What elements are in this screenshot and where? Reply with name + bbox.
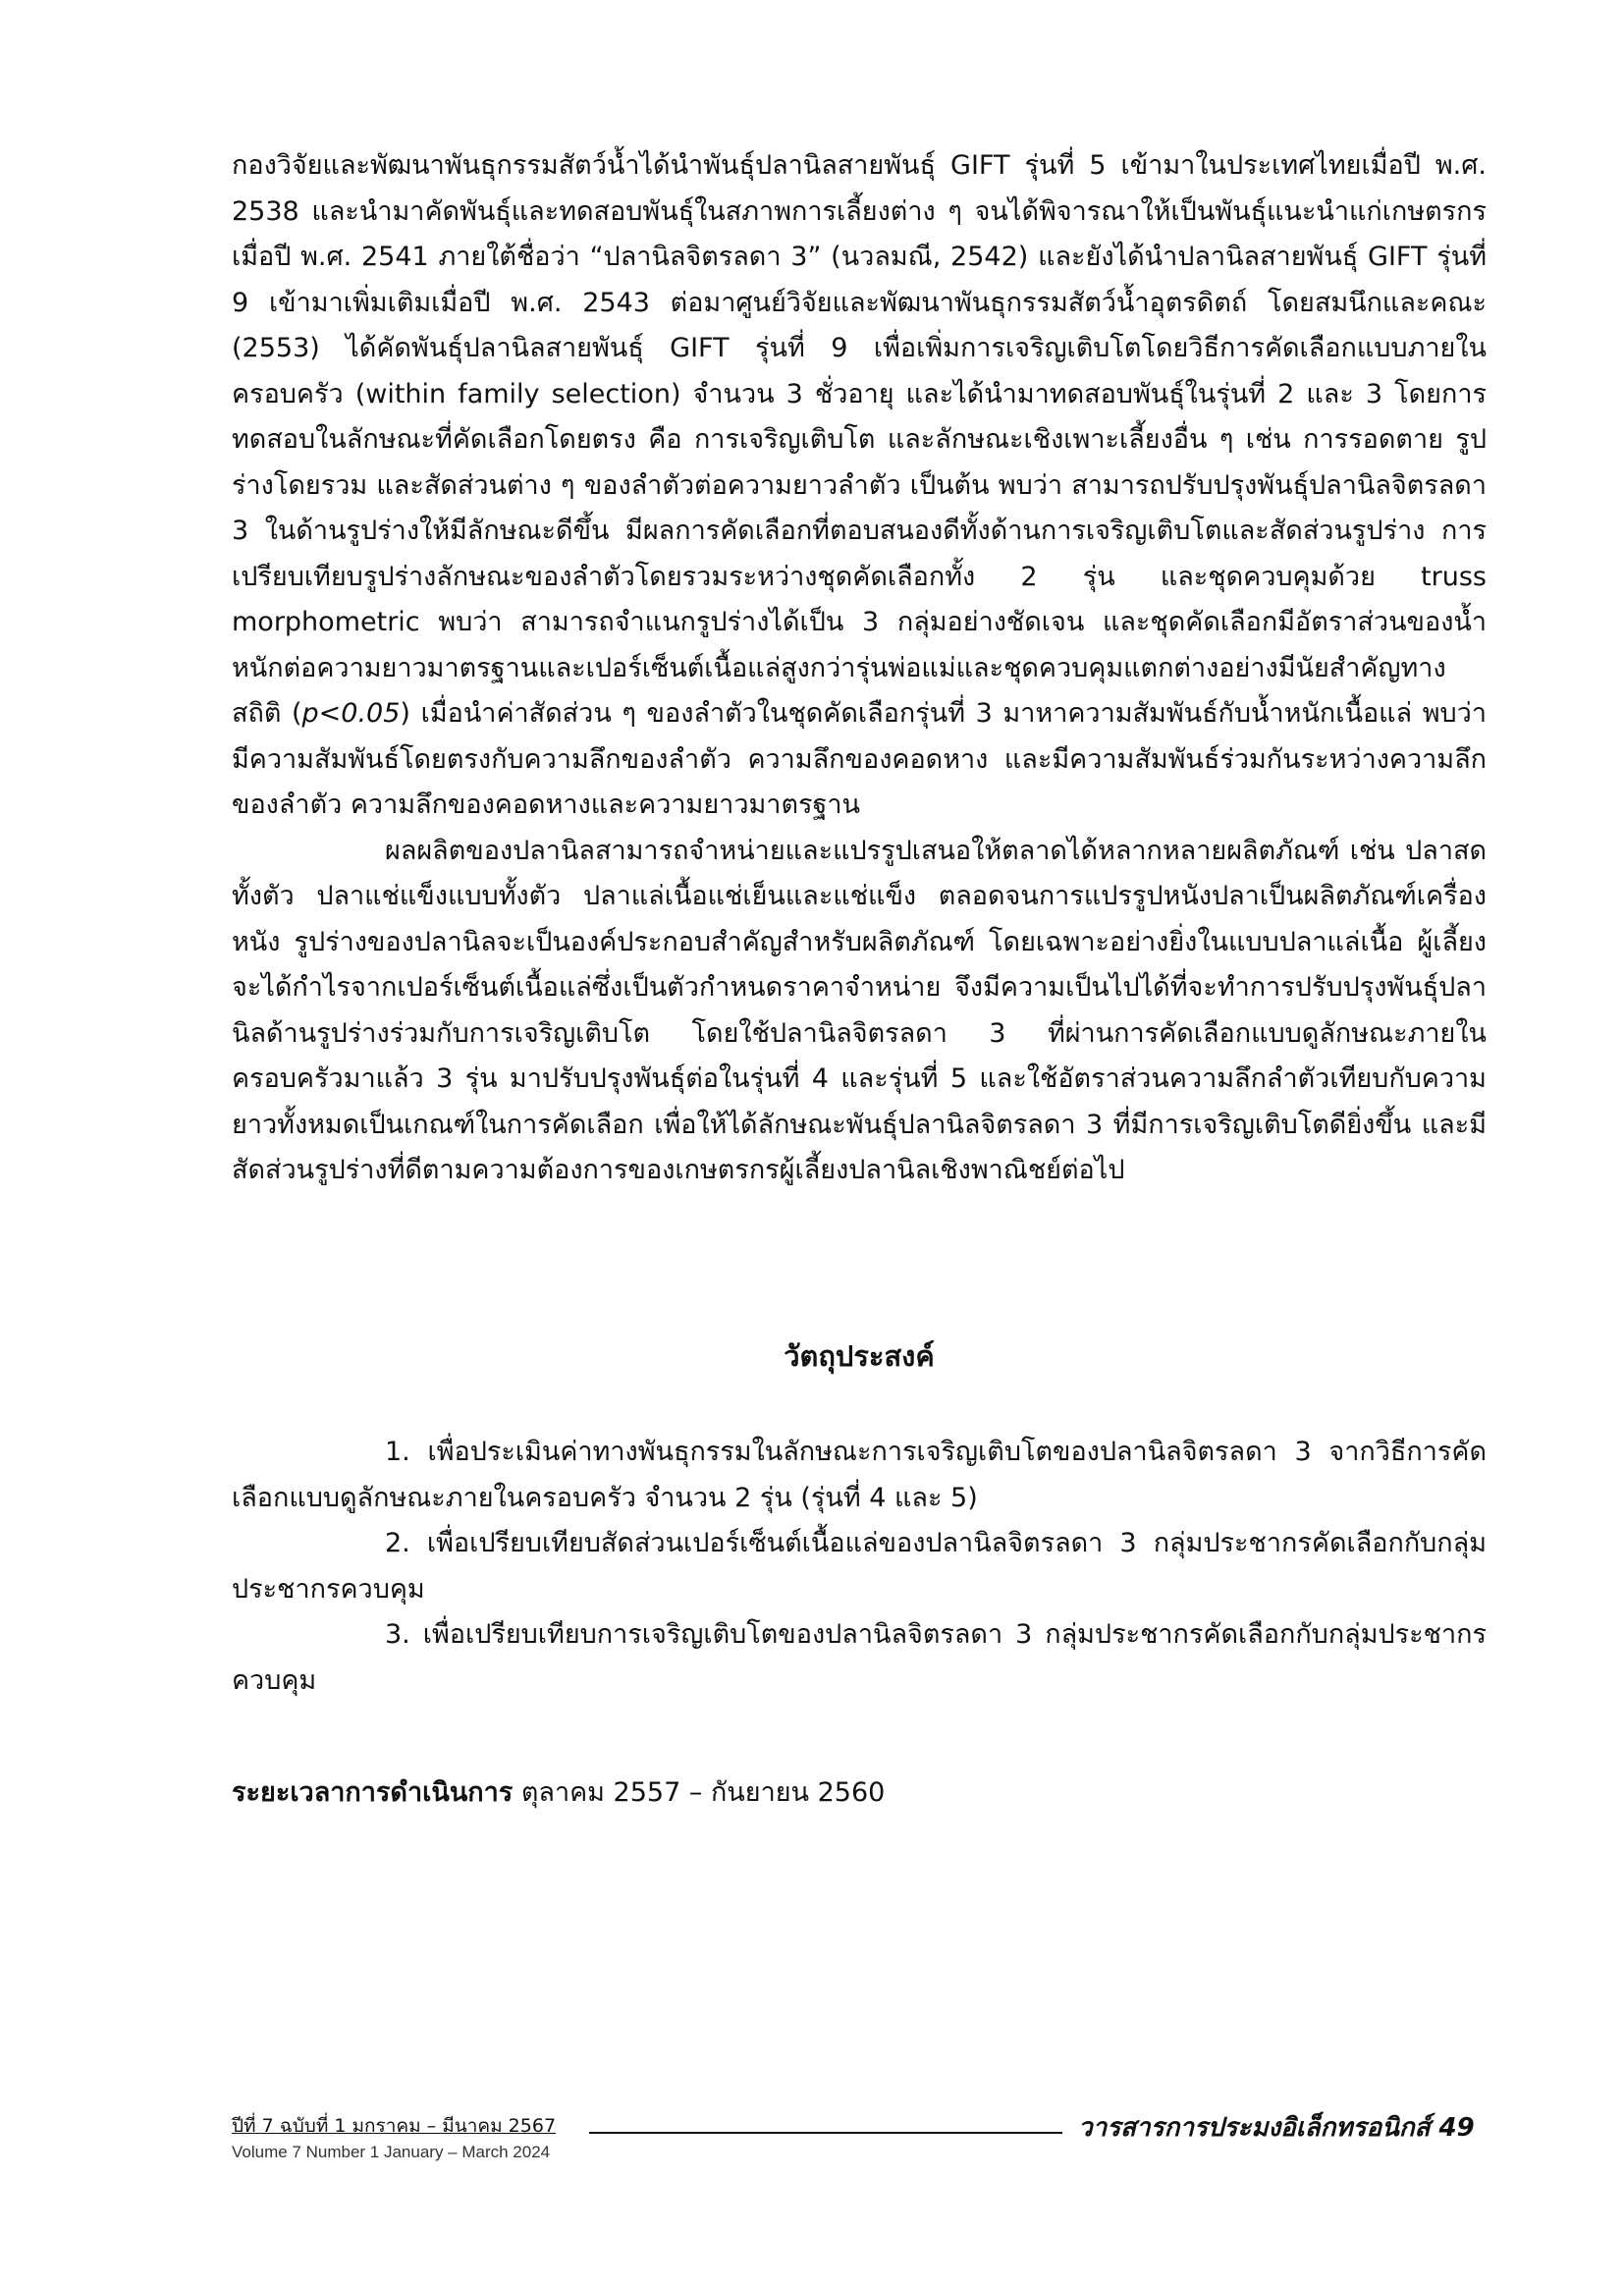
footer-issue-thai: ปีที่ 7 ฉบับที่ 1 มกราคม – มีนาคม 2567 <box>232 2115 557 2137</box>
duration-value: ตุลาคม 2557 – กันยายน 2560 <box>513 1777 886 1808</box>
objectives-list <box>232 1430 1487 1704</box>
paragraph-text: กองวิจัยและพัฒนาพันธุกรรมสัตว์น้ำได้นำพันธุ์ปลานิลสายพันธุ์ GIFT รุ่นที่ 5 เข้ามาในประเทศไทยเมื่อปี พ.ศ. 2538 และนำมาคัดพันธุ์และทดสอบพันธุ์ในสภาพการเลี้ยงต่าง ๆ จนได้พิจารณาให้เป็นพันธุ์แนะนำแก่เกษตรกรเมื่อปี พ.ศ. 2541 ภายใต้ชื่อว่า “ปลานิลจิตรลดา 3” (นวลมณี, 2542) และยังได้นำปลานิลสายพันธุ์ GIFT รุ่นที่ 9 เข้ามาเพิ่มเติมเมื่อปี พ.ศ. 2543 ต่อมาศูนย์วิจัยและพัฒนาพันธุกรรมสัตว์น้ำอุตรดิตถ์ โดยสมนึกและคณะ (2553) ได้คัดพันธุ์ปลานิลสายพันธุ์ GIFT รุ่นที่ 9 เพื่อเพิ่มการเจริญเติบโตโดยวิธีการคัดเลือกแบบภายในครอบครัว (within family selection) จำนวน 3 ชั่วอายุ และได้นำมาทดสอบพันธุ์ในรุ่นที่ 2 และ 3 โดยการทดสอบในลักษณะที่คัดเลือกโดยตรง คือ การเจริญเติบโต และลักษณะเชิงเพาะเลี้ยงอื่น ๆ เช่น การรอดตาย รูปร่างโดยรวม และสัดส่วนต่าง ๆ ของลำตัวต่อความยาวลำตัว เป็นต้น พบว่า สามารถปรับปรุงพันธุ์ปลานิลจิตรลดา 3 ในด้านรูปร่างให้มีลักษณะดีขึ้น มีผลการคัดเลือกที่ตอบสนองดีทั้งด้านการเจริญเติบโตและสัดส่วนรูปร่าง การเปรียบเทียบรูปร่างลักษณะของลำตัวโดยรวมระหว่างชุดคัดเลือกทั้ง 2 รุ่น และชุดควบคุมด้วย truss morphometric พบว่า สามารถจำแนกรูปร่างได้เป็น 3 กลุ่มอย่างชัดเจน และชุดคัดเลือกมีอัตราส่วนของน้ำหนักต่อความยาวมาตรฐานและเปอร์เซ็นต์เนื้อแล่สูงกว่ารุ่นพ่อแม่และชุดควบคุมแตกต่างอย่างมีนัยสำคัญทางสถิติ ( <box>232 150 1487 729</box>
duration-line <box>232 1770 885 1813</box>
paragraph-text: ) เมื่อนำค่าสัดส่วน ๆ ของลำตัวในชุดคัดเลือกรุ่นที่ 3 มาหาความสัมพันธ์กับน้ำหนักเนื้อแล่ พบว่า มีความสัมพันธ์โดยตรงกับความลึกของลำตัว ความลึกของคอดหาง และมีความสัมพันธ์ร่วมกันระหว่างความลึกของลำตัว ความลึกของคอดหางและความยาวมาตรฐาน <box>232 698 1487 820</box>
paragraph-background <box>232 143 1487 829</box>
body-text <box>232 143 1487 1194</box>
footer-journal-page: วารสารการประมงอิเล็กทรอนิกส์ 49 <box>1078 2113 1475 2143</box>
objective-item: 1. เพื่อประเมินค่าทางพันธุกรรมในลักษณะการเจริญเติบโตของปลานิลจิตรลดา 3 จากวิธีการคัดเลือกแบบดูลักษณะภายในครอบครัว จำนวน 2 รุ่น (รุ่นที่ 4 และ 5) <box>232 1437 1487 1513</box>
paragraph-products: ผลผลิตของปลานิลสามารถจำหน่ายและแปรรูปเสนอให้ตลาดได้หลากหลายผลิตภัณฑ์ เช่น ปลาสดทั้งตัว ปลาแช่แข็งแบบทั้งตัว ปลาแล่เนื้อแช่เย็นและแช่แข็ง ตลอดจนการแปรรูปหนังปลาเป็นผลิตภัณฑ์เครื่องหนัง รูปร่างของปลานิลจะเป็นองค์ประกอบสำคัญสำหรับผลิตภัณฑ์ โดยเฉพาะอย่างยิ่งในแบบปลาแล่เนื้อ ผู้เลี้ยงจะได้กำไรจากเปอร์เซ็นต์เนื้อแล่ซึ่งเป็นตัวกำหนดราคาจำหน่าย จึงมีความเป็นไปได้ที่จะทำการปรับปรุงพันธุ์ปลานิลด้านรูปร่างร่วมกับการเจริญเติบโต โดยใช้ปลานิลจิตรลดา 3 ที่ผ่านการคัดเลือกแบบดูลักษณะภายในครอบครัวมาแล้ว 3 รุ่น มาปรับปรุงพันธุ์ต่อในรุ่นที่ 4 และรุ่นที่ 5 และใช้อัตราส่วนความลึกลำตัวเทียบกับความยาวทั้งหมดเป็นเกณฑ์ในการคัดเลือก เพื่อให้ได้ลักษณะพันธุ์ปลานิลจิตรลดา 3 ที่มีการเจริญเติบโตดียิ่งขึ้น และมีสัดส่วนรูปร่างที่ดีตามความต้องการของเกษตรกรผู้เลี้ยงปลานิลเชิงพาณิชย์ต่อไป <box>232 835 1487 1185</box>
duration-label: ระยะเวลาการดำเนินการ <box>232 1777 514 1808</box>
p-value: p<0.05 <box>301 698 401 729</box>
objectives-heading: วัตถุประสงค์ <box>784 1339 935 1373</box>
objective-item: 3. เพื่อเปรียบเทียบการเจริญเติบโตของปลานิลจิตรลดา 3 กลุ่มประชากรคัดเลือกกับกลุ่มประชากรควบคุม <box>232 1619 1487 1696</box>
footer-volume-en: Volume 7 Number 1 January – March 2024 <box>232 2143 551 2161</box>
objective-item: 2. เพื่อเปรียบเทียบสัดส่วนเปอร์เซ็นต์เนื้อแล่ของปลานิลจิตรลดา 3 กลุ่มประชากรคัดเลือกกับกลุ่มประชากรควบคุม <box>232 1528 1487 1605</box>
footer-divider <box>589 2132 1062 2134</box>
